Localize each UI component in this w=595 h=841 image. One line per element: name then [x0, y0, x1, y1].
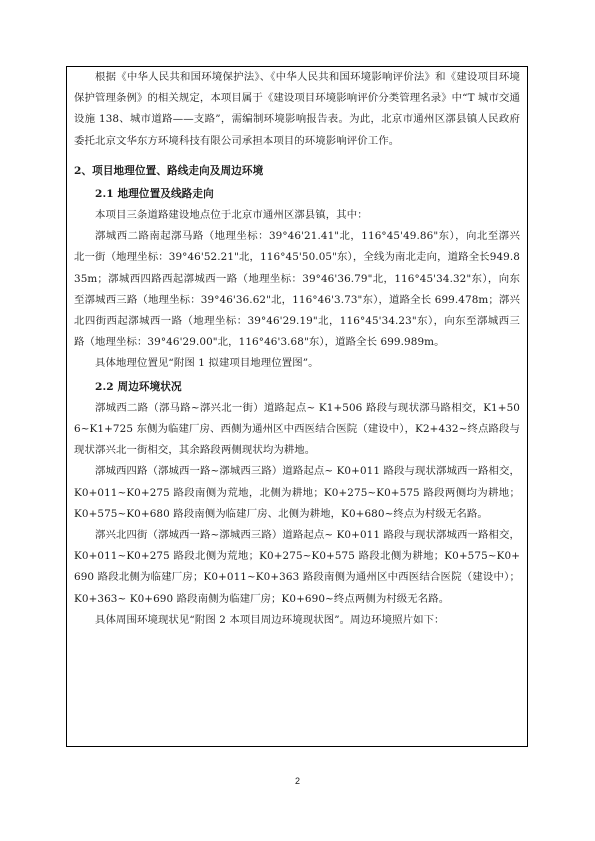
page-content — [74, 67, 520, 631]
section-2-2-road-1: 漷城西二路（漷马路~漷兴北一街）道路起点~ K1+506 路段与现状漷马路相交，K1+506~K1+725 东侧为临建厂房、西侧为通州区中西医结合医院（建设中），K2+432~终点路段与现状漷兴北一街相交，其余路段两侧现状均为耕地。 — [74, 401, 520, 457]
section-2-heading: 2、项目地理位置、路线走向及周边环境 — [74, 164, 264, 177]
section-2-2-road-3: 漷兴北四街（漷城西一路~漷城西三路）道路起点~ K0+011 路段与现状漷城西一路相交，K0+011~K0+275 路段北侧为荒地；K0+275~K0+575 路段北侧为耕地；K0+575~K0+690 路段北侧为临建厂房；K0+011~K0+363 路段南侧为通州区中西医结合医院（建设中）；K0+363~ K0+690 路段南侧为临建厂房；K0+690~终点两侧为村级无名路。 — [74, 529, 520, 605]
intro-paragraph: 根据《中华人民共和国环境保护法》、《中华人民共和国环境影响评价法》和《建设项目环境保护管理条例》的相关规定，本项目属于《建设项目环境影响评价分类管理名录》中“T 城市交通设施 138、城市道路——支路”，需编制环境影响报告表。为此，北京市通州区漷县镇人民政府委托北京文华东方环境科技有限公司承担本项目的环境影响评价工作。 — [74, 71, 520, 147]
section-2-2-heading: 2.2 周边环境状况 — [95, 380, 182, 393]
section-2-2-reference: 具体周围环境现状见“附图 2 本项目周边环境现状图”。周边环境照片如下： — [95, 613, 445, 626]
section-2-2-road-2: 漷城西四路（漷城西一路~漷城西三路）道路起点~ K0+011 路段与现状漷城西一路相交，K0+011~K0+275 路段南侧为荒地，北侧为耕地；K0+275~K0+575 路段两侧均为耕地；K0+575~K0+680 路段南侧为临建厂房、北侧为耕地，K0+680~终点为村级无名路。 — [74, 465, 520, 520]
section-2-1-roads: 漷城西二路南起漷马路（地理坐标：39°46'21.41"北，116°45'49.86"东），向北至漷兴北一街（地理坐标：39°46'52.21"北，116°45'50.05"东），全线为南北走向，道路全长949.835m；漷城西四路西起漷城西一路（地理坐标：39°46'36.79"北，116°45'34.32"东），向东至漷城西三路（地理坐标：39°46'36.62"北，116°46'3.73"东），道路全长 699.478m；漷兴北四街西起漷城西一路（地理坐标：39°46'29.19"北，116°45'34.23"东），向东至漷城西三路（地理坐标：39°46'29.00"北，116°46'3.68"东），道路全长 699.989m。 — [74, 230, 520, 349]
page-number: 2 — [294, 776, 300, 786]
section-2-1-heading: 2.1 地理位置及线路走向 — [95, 187, 214, 200]
section-2-1-intro: 本项目三条道路建设地点位于北京市通州区漷县镇，其中： — [95, 209, 368, 222]
section-2-1-reference: 具体地理位置见“附图 1 拟建项目地理位置图”。 — [95, 357, 319, 370]
